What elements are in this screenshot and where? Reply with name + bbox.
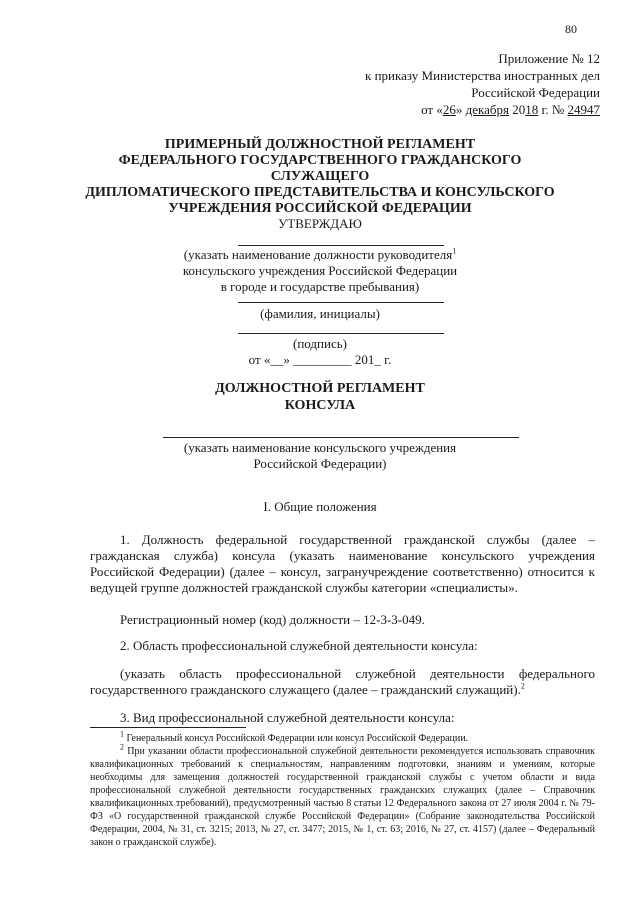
order-month: декабря [465, 102, 509, 117]
paragraph-1: 1. Должность федеральной государственной гражданской службы (далее – гражданская служба) консула (указать наименование консульского учреждения Российской Федерации) (далее – консул, загранучреждение соответственно) относится к ведущей группе должностей гражданской службы категории «специалисты». [90, 532, 595, 595]
paragraph-area-hint: (указать область профессиональной служебной деятельности федерального государственного гражданского служащего (далее – гражданский служащий).$^2$ [90, 666, 595, 697]
section-heading: I. Общие положения [263, 499, 377, 514]
signature-line-position [238, 245, 444, 246]
appendix-country-line: Российской Федерации [471, 85, 600, 100]
footnote-2: $^2$ При указании области профессиональной служебной деятельности рекомендуется использовать справочник квалификационных требований к специальностям, направлениям подготовки, знаниям и умениям, которые необходимы для замещения должностей государственной гражданской службы с учетом области и вида профессиональной служебной деятельности государственных гражданских служащих (далее – Справочник квалификационных требований), предусмотренный частью 8 статьи 12 Федерального закона от 27 июля 2004 г. № 79-ФЗ «О государственной гражданской службе Российской Федерации» (Собрание законодательства Российской Федерации, 2004, № 31, ст. 3215; 2013, № 27, ст. 3477; 2015, № 1, ст. 63; 2016, № 27, ст. 4157) (далее – Федеральный закон о гражданской службе). [90, 742, 595, 848]
section-body [90, 532, 595, 726]
page-number: 80 [565, 22, 577, 36]
footnotes [90, 729, 595, 849]
paragraph-2: 2. Область профессиональной служебной деятельности консула: [120, 638, 478, 653]
order-number: 24947 [567, 102, 600, 117]
approve-heading: УТВЕРЖДАЮ [278, 216, 362, 231]
document-title: ПРИМЕРНЫЙ ДОЛЖНОСТНОЙ РЕГЛАМЕНТ ФЕДЕРАЛЬНОГО ГОСУДАРСТВЕННОГО ГРАЖДАНСКОГО СЛУЖАЩЕГО ДИПЛОМАТИЧЕСКОГО ПРЕДСТАВИТЕЛЬСТВА И КОНСУЛЬСКОГО УЧРЕЖДЕНИЯ РОССИЙСКОЙ ФЕДЕРАЦИИ [85, 137, 555, 216]
paragraph-3: 3. Вид профессиональной служебной деятельности консула: [120, 710, 455, 725]
appendix-reference [300, 50, 600, 118]
regulation-title: ДОЛЖНОСТНОЙ РЕГЛАМЕНТ КОНСУЛА [215, 381, 425, 413]
order-year: 18 [525, 102, 539, 117]
order-day: 26 [442, 102, 456, 117]
footnote-separator [90, 727, 246, 728]
signature-hint: (подпись) [293, 336, 347, 351]
footnote-1: $^1$ Генеральный консул Российской Федерации или консул Российской Федерации. [120, 729, 469, 744]
position-hint: (указать наименование должности руководителя$^1$ консульского учреждения Российской Федерации в городе и государстве пребывания) [182, 246, 458, 294]
paragraph-reg-number: Регистрационный номер (код) должности – 12-3-3-049. [120, 612, 425, 627]
institution-hint: (указать наименование консульского учреждения Российской Федерации) [183, 440, 457, 471]
appendix-date-line: от «26» декабря 2018 г. № 24947 [421, 102, 600, 117]
signature-line-name [238, 302, 444, 303]
appendix-number: Приложение № 12 [498, 51, 600, 66]
signature-line-sign [238, 333, 444, 334]
institution-line [163, 437, 519, 438]
appendix-order-line: к приказу Министерства иностранных дел [365, 68, 600, 83]
name-hint: (фамилия, инициалы) [260, 306, 380, 321]
approval-date: от «__» _________ 201_ г. [248, 352, 392, 367]
